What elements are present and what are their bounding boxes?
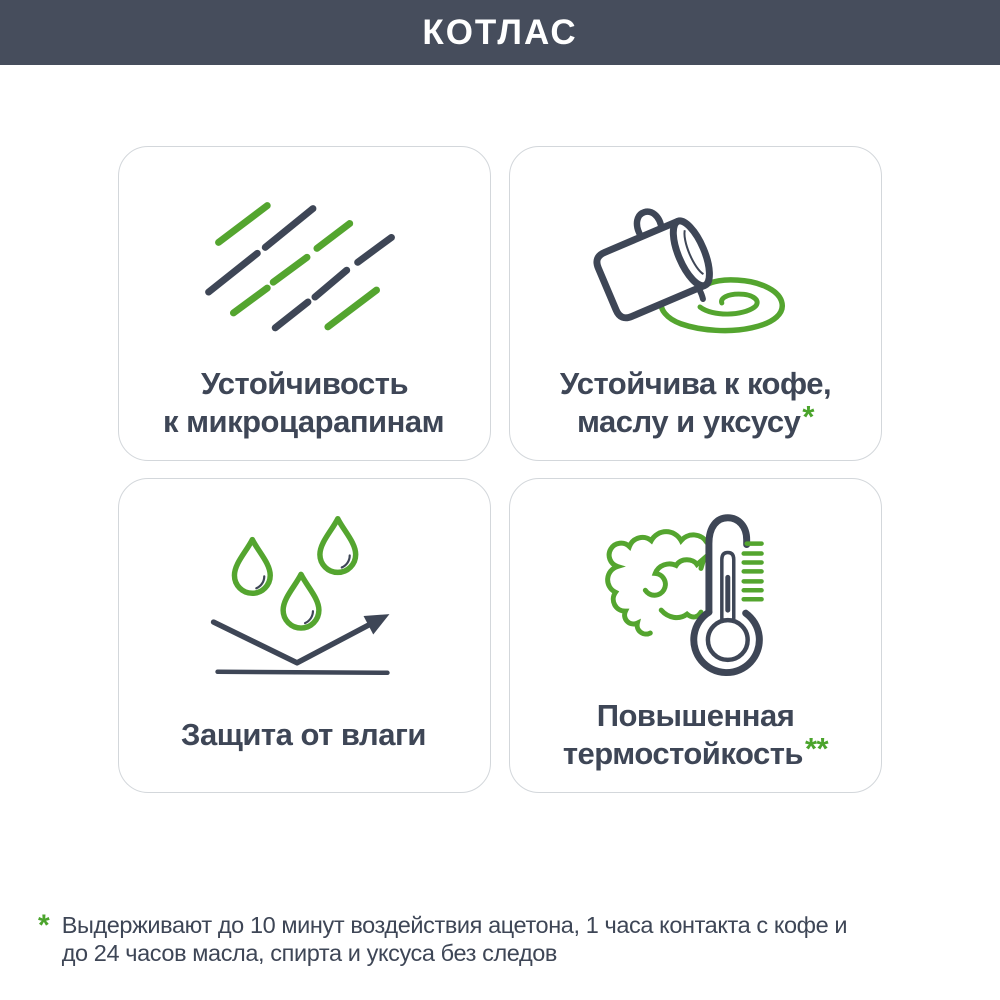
header-banner (0, 0, 1000, 65)
card-label-line: Устойчива к кофе, (559, 366, 832, 401)
card-label-line: маслу и уксусу* (577, 399, 814, 439)
card-label-line: к микроцарапинам (162, 404, 445, 439)
footnote-line-2: до 24 часов масла, спирта и уксуса без следов (61, 939, 558, 966)
card-label (127, 347, 482, 459)
feature-cards-grid (118, 146, 882, 793)
card-label-line: Устойчивость (200, 366, 409, 401)
card-label-line: термостойкость** (562, 731, 829, 771)
card-label (518, 347, 873, 459)
footnote (38, 909, 968, 967)
card-label-line: Защита от влаги (181, 717, 426, 752)
footnote-text (62, 912, 847, 967)
asterisk-marker: ** (804, 731, 829, 766)
feature-card-stain-resistance (509, 146, 882, 461)
card-label (518, 679, 873, 791)
card-label (127, 679, 482, 791)
asterisk-marker: * (802, 399, 814, 434)
page-title: КОТЛАС (422, 12, 578, 52)
footnote-asterisk-marker: * (38, 909, 50, 942)
footnote-line-1: Выдерживают до 10 минут воздействия ацетона, 1 часа контакта с кофе и (61, 912, 848, 938)
feature-card-moisture-protection (118, 478, 491, 793)
card-label-line: Повышенная (596, 698, 795, 733)
feature-card-scratch-resistance (118, 146, 491, 461)
feature-card-heat-resistance (509, 478, 882, 793)
